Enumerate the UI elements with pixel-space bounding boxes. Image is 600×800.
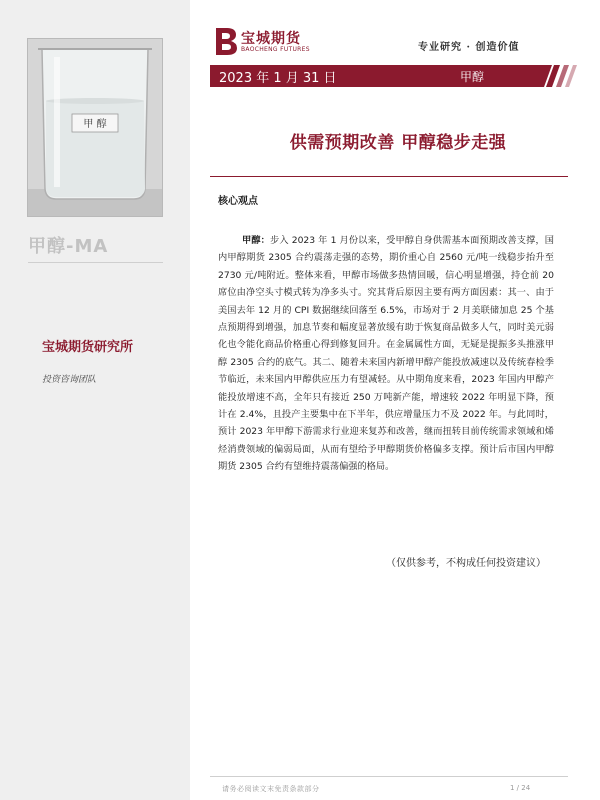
logo-english-name: BAOCHENG FUTURES — [241, 46, 310, 53]
research-institute-name: 宝城期货研究所 — [42, 340, 134, 355]
paragraph-body: 步入 2023 年 1 月份以来，受甲醇自身供需基本面预期改善支撑，国内甲醇期货 2305 合约震荡走强的态势，期价重心自 2560 元/吨一线稳步抬升至 2730 元/吨附近。整体来看，甲醇市场做多热情回暖，信心明显增强，持仓前 20 席位由净空头寸模式转为净多头寸。究其背后原因主要有两方面因素：其一、由于美国去年 12 月的 CPI 数据继续回落至 6.5%，市场对于 2 月美联储加息 25 个基点预期得到增强，加息节奏和幅度显著放缓有助于恢复商品做多人气，同时美元弱化也令能化商品价格重心得到修复回升。在金属属性方面，无疑是提振多头推涨甲醇 2305 合约的底气。其二、随着未来国内新增甲醇产能投放减速以及传统春检季节临近，未来国内甲醇供应压力有望减轻。从中期角度来看，2023 年国内甲醇产能投放增速不高，全年只有接近 250 万吨新产能，增速较 2022 年明显下降，预计在 2.4%，且投产主要集中在下半年，供应增量压力不及 2022 年。与此同时，预计 2023 年甲醇下游需求行业迎来复苏和改善，继而扭转目前传统需求领域和烯烃消费领域的偏弱局面，从而有望给予甲醇期货价格偏多支撑。预计后市国内甲醇期货 2305 合约有望维持震荡偏强的格局。 — [218, 235, 554, 473]
section-label-core-view: 核心观点 — [218, 196, 258, 207]
beaker-label: 甲 醇 — [83, 119, 107, 130]
page-number: 1 / 24 — [510, 784, 531, 792]
company-logo — [213, 26, 317, 56]
product-code: 甲醇-MA — [28, 236, 109, 257]
banner-stripes — [540, 65, 586, 87]
slogan: 专业研究 · 创造价值 — [418, 42, 520, 53]
sidebar-divider — [28, 262, 163, 263]
core-view-paragraph — [218, 232, 554, 476]
sidebar — [0, 0, 190, 800]
methanol-beaker-photo — [27, 38, 163, 217]
logo-chinese-name: 宝城期货 — [241, 31, 301, 47]
report-date: 2023 年 1 月 31 日 — [219, 71, 337, 86]
disclaimer: （仅供参考，不构成任何投资建议） — [386, 558, 546, 569]
headline-divider — [210, 176, 568, 177]
paragraph-lead: 甲醇： — [242, 235, 270, 246]
footer-disclaimer-note: 请务必阅读文末免责条款部分 — [222, 785, 320, 793]
consulting-team-label: 投资咨询团队 — [42, 375, 97, 385]
report-headline: 供需预期改善 甲醇稳步走强 — [289, 133, 507, 153]
logo-mark-icon — [213, 26, 239, 56]
report-product: 甲醇 — [460, 70, 485, 84]
footer-divider — [210, 776, 568, 777]
